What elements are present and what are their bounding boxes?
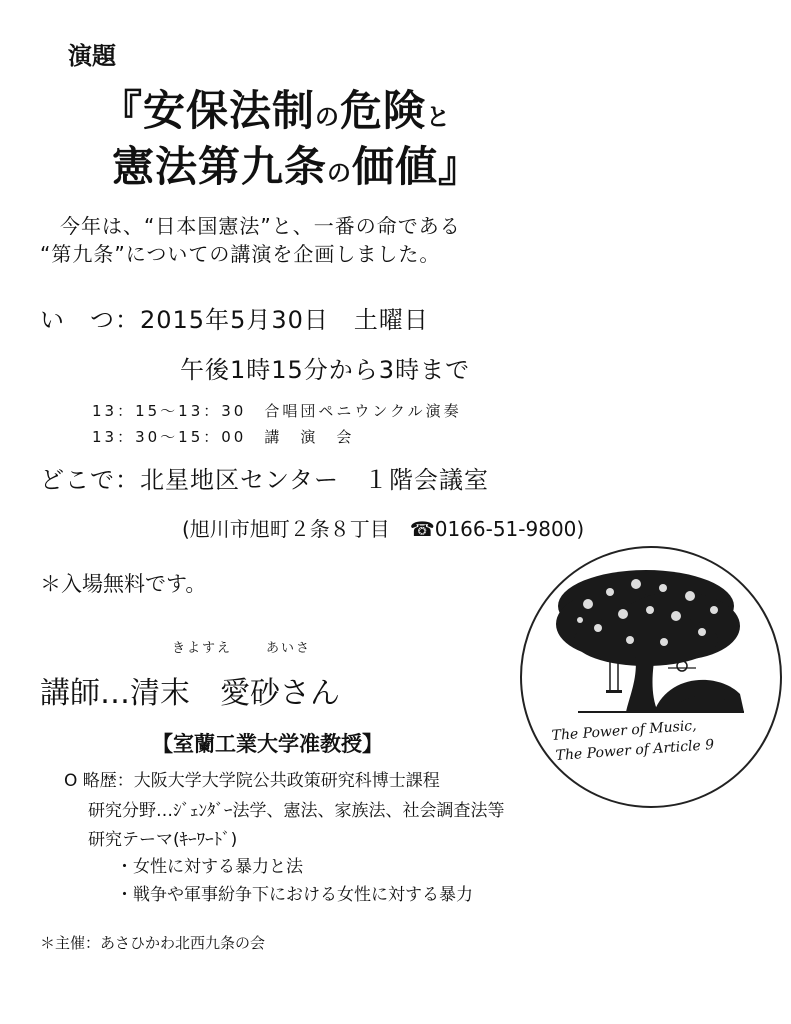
- sponsor: ＊主催：あさひかわ北西九条の会: [40, 934, 266, 952]
- headline-particle: と: [426, 103, 452, 131]
- lecturer-name: 講師…清末 愛砂さん: [40, 676, 340, 711]
- headline-part: 価値』: [352, 142, 482, 191]
- schedule-item: 13：15～13：30 合唱団ペニウンクル演奏: [92, 402, 462, 420]
- bio-theme-item: ・女性に対する暴力と法: [116, 857, 303, 877]
- bio-theme-item: ・戦争や軍事紛争下における女性に対する暴力: [116, 885, 473, 905]
- headline-part: 『安保法制: [100, 86, 316, 135]
- schedule-item: 13：30～15：00 講 演 会: [92, 428, 355, 446]
- lecturer-ruby-second: あいさ: [266, 641, 312, 656]
- venue-address: (旭川市旭町２条８丁目 ☎0166-51-9800): [182, 517, 585, 541]
- headline-particle: の: [315, 103, 341, 131]
- event-date: い つ：2015年5月30日 土曜日: [40, 306, 429, 334]
- free-admission-note: ＊入場無料です。: [40, 572, 207, 596]
- heading-label: 演題: [68, 42, 116, 70]
- intro-line-1: 今年は、“日本国憲法”と、一番の命である: [60, 214, 461, 238]
- bio-career: O 略歴：大阪大学大学院公共政策研究科博士課程: [64, 771, 440, 791]
- bio-field: 研究分野…ｼﾞｪﾝﾀﾞｰ法学、憲法、家族法、社会調査法等: [88, 801, 505, 821]
- headline-particle: の: [327, 159, 353, 187]
- event-venue: どこで：北星地区センター １階会議室: [40, 466, 490, 494]
- bio-theme: 研究テーマ(ｷｰﾜｰﾄﾞ): [88, 830, 238, 850]
- logo: [518, 544, 784, 810]
- intro-line-2: “第九条”についての講演を企画しました。: [40, 242, 441, 266]
- headline-line-1: [100, 78, 451, 138]
- lecturer-ruby-first: きよすえ: [172, 641, 233, 656]
- headline-line-2: [112, 134, 481, 194]
- tree-icon: [518, 544, 784, 810]
- headline-part: 憲法第九条: [112, 142, 328, 191]
- lecturer-affiliation: 【室蘭工業大学准教授】: [152, 732, 383, 756]
- event-time: 午後1時15分から3時まで: [180, 356, 471, 384]
- logo-text-line-2: The Power of Article 9: [555, 736, 715, 764]
- logo-text-line-1: The Power of Music,: [551, 717, 698, 744]
- headline-part: 危険: [340, 86, 427, 135]
